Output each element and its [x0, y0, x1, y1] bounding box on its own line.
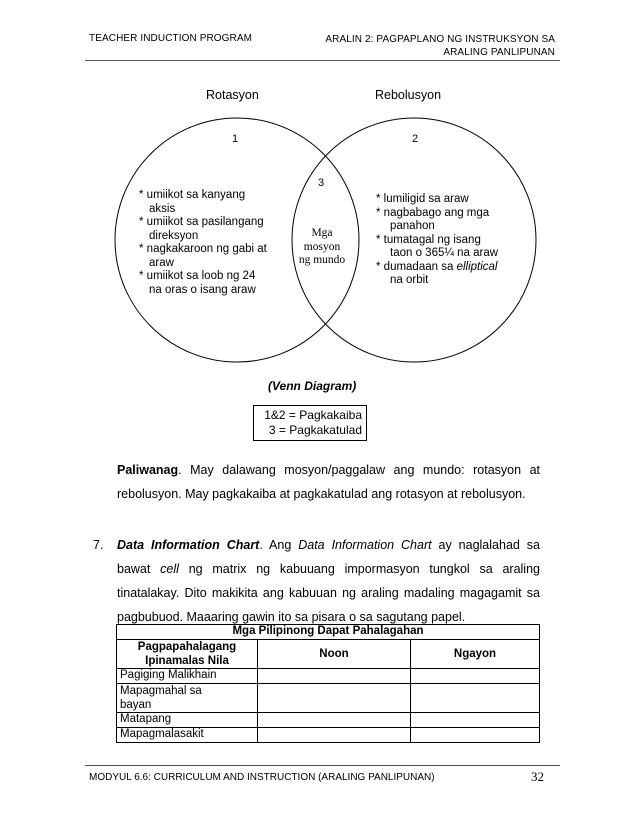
table-cell-empty — [258, 728, 411, 743]
venn-right-number: 2 — [412, 133, 419, 145]
table-cell: Pagiging Malikhain — [117, 669, 258, 684]
venn-left-item: aksis — [149, 202, 176, 215]
table-cell-line: bayan — [120, 699, 152, 711]
table-row — [117, 728, 540, 743]
venn-right-title: Rebolusyon — [375, 88, 442, 102]
footer-text: MODYUL 6.6: CURRICULUM AND INSTRUCTION (ARALING PANLIPUNAN) — [89, 772, 435, 783]
venn-right-item: taon o 365¼ na araw — [390, 247, 499, 259]
table-row — [117, 713, 540, 728]
venn-right-item: * tumatagal ng isang — [376, 233, 481, 246]
paliwanag-paragraph — [117, 458, 540, 506]
table-cell: Matapang — [117, 713, 258, 728]
venn-left-list — [139, 189, 267, 297]
venn-caption: (Venn Diagram) — [268, 379, 357, 393]
venn-right-item-italic: elliptical — [456, 260, 498, 273]
venn-left-item: * nagkakaroon ng gabi at — [139, 243, 267, 255]
header-left: TEACHER INDUCTION PROGRAM — [89, 33, 253, 44]
footer-rule — [85, 765, 560, 766]
table-cell — [117, 684, 258, 713]
item7-text1: . Ang — [259, 538, 299, 552]
table-cell-empty — [258, 669, 411, 684]
venn-right-list — [376, 193, 498, 288]
venn-right-item: na orbit — [390, 274, 429, 286]
item7-title: Data Information Chart — [117, 538, 260, 552]
venn-left-title: Rotasyon — [206, 88, 259, 102]
item7-title-italic: Data Information Chart — [298, 538, 432, 552]
item7-paragraph — [117, 533, 540, 629]
paliwanag-text: . May dalawang mosyon/paggalaw ang mundo: rotasyon at rebolusyon. May pagkakaiba at pagkakatulad ang rotasyon at rebolusyon. — [117, 463, 540, 501]
table-header-col2: Noon — [258, 640, 411, 669]
table-cell-empty — [411, 669, 540, 684]
venn-left-item: direksyon — [149, 229, 199, 242]
venn-legend — [253, 405, 367, 441]
table-cell-empty — [258, 713, 411, 728]
table-cell-empty — [411, 684, 540, 713]
venn-left-item: * umiikot sa kanyang — [139, 189, 246, 201]
venn-middle-line: mosyon — [303, 240, 341, 253]
col1-line1: Pagpapahalagang — [137, 641, 237, 653]
header-right-line1: ARALIN 2: PAGPAPLANO NG INSTRUKSYON SA — [325, 34, 555, 45]
legend-line2: 3 = Pagkakatulad — [268, 423, 362, 437]
venn-middle-line: ng mundo — [298, 254, 346, 266]
table-cell-empty — [411, 713, 540, 728]
table-row — [117, 684, 540, 713]
table-cell-empty — [411, 728, 540, 743]
table-cell-empty — [258, 684, 411, 713]
venn-middle-number: 3 — [318, 177, 325, 189]
venn-right-item-text: * dumadaan sa — [376, 260, 457, 273]
legend-line1: 1&2 = Pagkakaiba — [264, 408, 362, 422]
table-title-row — [117, 625, 540, 640]
data-information-table — [116, 624, 540, 743]
venn-left-item: na oras o isang araw — [149, 283, 256, 296]
venn-left-item: araw — [149, 256, 174, 269]
venn-right-item — [376, 261, 498, 275]
table-row — [117, 669, 540, 684]
paliwanag-label: Paliwanag — [117, 463, 179, 477]
item7-text2: ay naglalahad sa bawat — [117, 538, 540, 576]
page-number: 32 — [531, 769, 544, 784]
venn-right-item: * nagbabago ang mga — [376, 206, 490, 219]
item7-number: 7. — [93, 538, 104, 552]
table-header-row — [117, 640, 540, 669]
table-cell: Mapagmalasakit — [117, 728, 258, 743]
venn-right-item: panahon — [390, 220, 435, 232]
table-header-col3: Ngayon — [411, 640, 540, 669]
table-title: Mga Pilipinong Dapat Pahalagahan — [117, 625, 540, 640]
item7-cell-word: cell — [160, 562, 179, 576]
venn-left-item: * umiikot sa loob ng 24 — [139, 270, 256, 282]
venn-left-number: 1 — [232, 133, 239, 145]
item7-text3: ng matrix ng kabuuang impormasyon tungkol sa araling tinatalakay. Dito makikita ang kabuuan ng araling madaling magagamit sa pagbubuod. Maaaring gawin ito sa pisara o sa sagutang papel. — [117, 562, 540, 624]
venn-right-item: * lumiligid sa araw — [376, 193, 469, 205]
venn-middle-text — [290, 227, 354, 268]
venn-left-item: * umiikot sa pasilangang — [139, 216, 264, 228]
col1-line2: Ipinamalas Nila — [145, 655, 229, 667]
header-right-line2: ARALING PANLIPUNAN — [443, 47, 555, 58]
venn-middle-line: Mga — [311, 227, 333, 239]
table-header-col1 — [117, 640, 258, 669]
table-cell-line: Mapagmahal sa — [120, 685, 202, 697]
